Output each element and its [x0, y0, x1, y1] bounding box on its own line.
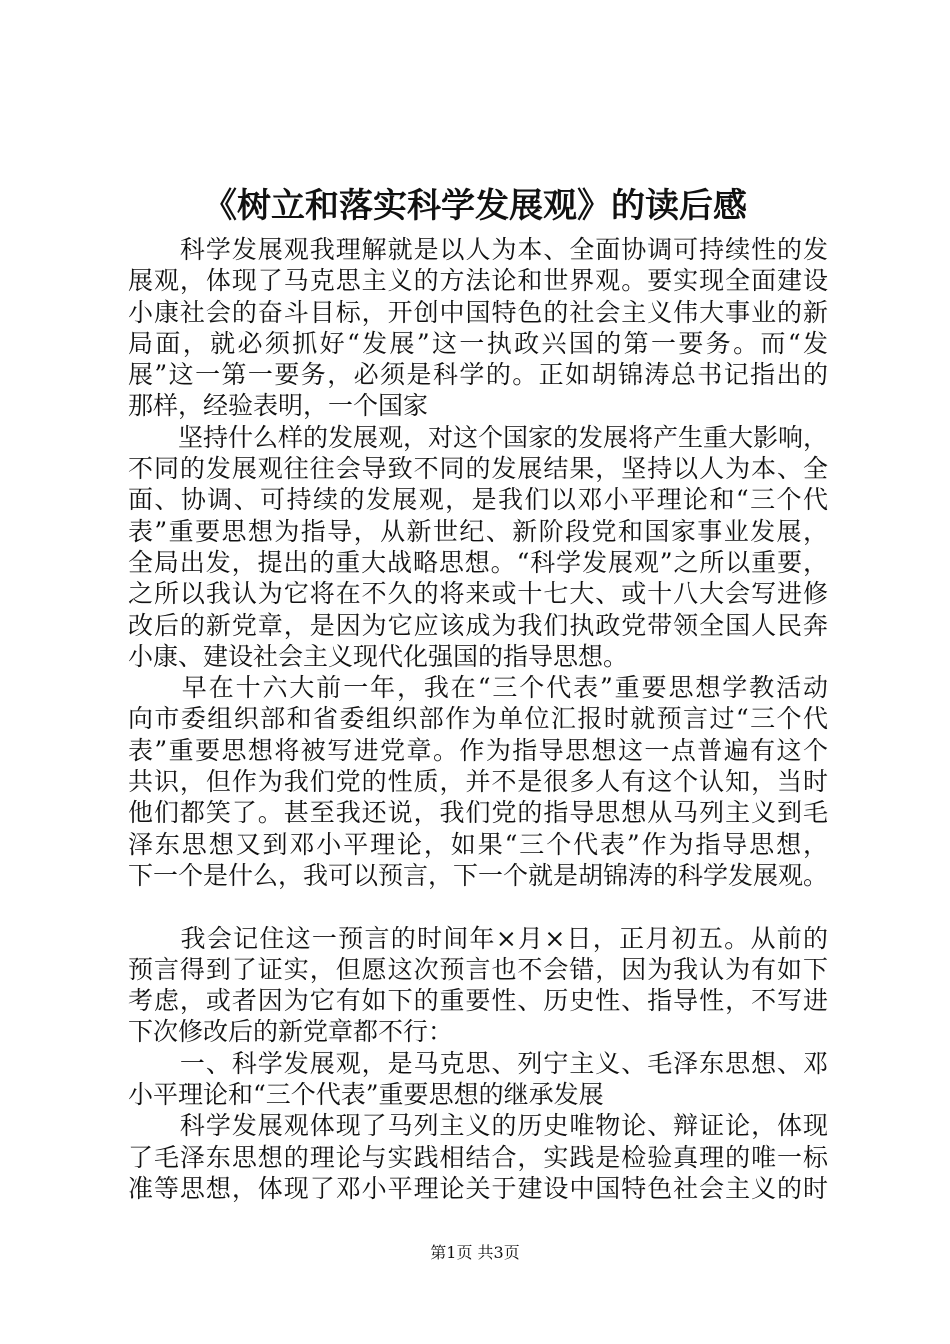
body-line: 科学发展观我理解就是以人为本、全面协调可持续性的发	[128, 235, 829, 264]
body-line: 表”重要思想为指导，从新世纪、新阶段党和国家事业发展，	[128, 516, 830, 546]
body-line: 局面，就必须抓好“发展”这一执政兴国的第一要务。而“发	[128, 328, 831, 358]
body-line: 他们都笑了。甚至我还说，我们党的指导思想从马列主义到毛	[128, 798, 829, 828]
body-line: 预言得到了证实，但愿这次预言也不会错，因为我认为有如下	[128, 954, 829, 984]
body-line: 泽东思想又到邓小平理论，如果“三个代表”作为指导思想，	[128, 829, 830, 859]
body-line: 之所以我认为它将在不久的将来或十七大、或十八大会写进修	[128, 579, 829, 609]
body-line: 共识，但作为我们党的性质，并不是很多人有这个认知，当时	[128, 767, 829, 797]
body-line: 了毛泽东思想的理论与实践相结合，实践是检验真理的唯一标	[128, 1142, 829, 1172]
body-line: 我会记住这一预言的时间年×月×日，正月初五。从前的	[128, 923, 830, 953]
body-line: 早在十六大前一年，我在“三个代表”重要思想学教活动	[128, 673, 830, 703]
body-line: 向市委组织部和省委组织部作为单位汇报时就预言过“三个代	[128, 704, 830, 734]
body-line: 准等思想，体现了邓小平理论关于建设中国特色社会主义的时	[128, 1173, 829, 1203]
body-line: 小康社会的奋斗目标，开创中国特色的社会主义伟大事业的新	[128, 297, 829, 327]
blank-line	[128, 891, 828, 922]
body-line: 展观，体现了马克思主义的方法论和世界观。要实现全面建设	[128, 266, 829, 296]
body-line: 不同的发展观往往会导致不同的发展结果，坚持以人为本、全	[128, 454, 829, 484]
body-line: 表”重要思想将被写进党章。作为指导思想这一点普遍有这个	[128, 735, 830, 765]
body-line: 下一个是什么，我可以预言，下一个就是胡锦涛的科学发展观。	[128, 860, 828, 890]
document-title: 《树立和落实科学发展观》的读后感	[203, 186, 747, 226]
body-line: 小康、建设社会主义现代化强国的指导思想。	[128, 641, 629, 671]
document-body	[128, 234, 831, 1204]
body-line: 考虑，或者因为它有如下的重要性、历史性、指导性，不写进	[128, 986, 829, 1016]
body-line: 一、科学发展观，是马克思、列宁主义、毛泽东思想、邓	[128, 1048, 829, 1078]
page-footer: 第1页 共3页	[430, 1243, 520, 1262]
body-line: 展”这一第一要务，必须是科学的。正如胡锦涛总书记指出的	[128, 360, 830, 390]
body-line: 改后的新党章，是因为它应该成为我们执政党带领全国人民奔	[128, 610, 829, 640]
body-line: 全局出发，提出的重大战略思想。“科学发展观”之所以重要，	[128, 547, 829, 577]
body-line: 小平理论和“三个代表”重要思想的继承发展	[128, 1080, 604, 1110]
body-line: 科学发展观体现了马列主义的历史唯物论、辩证论，体现	[128, 1111, 829, 1141]
body-line: 面、协调、可持续的发展观，是我们以邓小平理论和“三个代	[128, 485, 830, 515]
body-line: 坚持什么样的发展观，对这个国家的发展将产生重大影响，	[128, 422, 828, 452]
body-line: 那样，经验表明，一个国家	[128, 391, 429, 421]
body-line: 下次修改后的新党章都不行：	[128, 1017, 454, 1047]
